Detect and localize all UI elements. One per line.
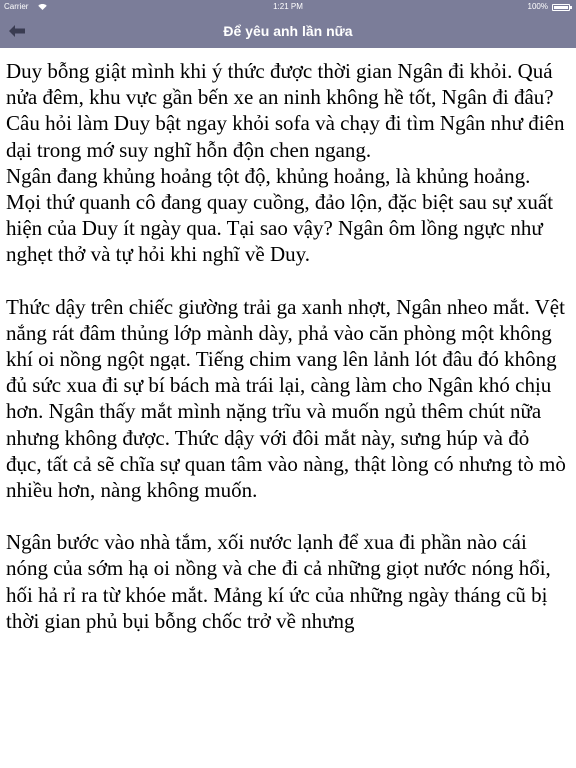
paragraph: Thức dậy trên chiếc giường trải ga xanh nhợt, Ngân nheo mắt. Vệt nắng rát đâm thủng lớp mành dày, phả vào căn phòng một không khí oi nồng ngột ngạt. Tiếng chim vang lên lảnh lót đâu đó không đủ sức xua đi sự bí bách mà trái lại, càng làm cho Ngân khó chịu hơn. Ngân thấy mắt mình nặng trĩu và muốn ngủ thêm chút nữa nhưng không được. Thức dậy với đôi mắt này, sưng húp và đỏ đục, tất cả sẽ chĩa sự quan tâm vào nàng, thật lòng có nhưng tò mò nhiều hơn, nàng không muốn. — [6, 294, 566, 503]
paragraph: Ngân đang khủng hoảng tột độ, khủng hoảng, là khủng hoảng. Mọi thứ quanh cô đang quay cuồng, đảo lộn, đặc biệt sau sự xuất hiện của Duy ít ngày qua. Tại sao vậy? Ngân ôm lồng ngực như nghẹt thở và tự hỏi khi nghĩ về Duy. — [6, 163, 554, 267]
paragraph: Ngân bước vào nhà tắm, xối nước lạnh để xua đi phần nào cái nóng của sớm hạ oi nồng và che đi cả những giọt nước nóng hổi, hối hả rỉ ra từ khóe mắt. Mảng kí ức của những ngày tháng cũ bị thời gian phủ bụi bỗng chốc trở về nhưng — [6, 530, 551, 633]
back-button[interactable] — [4, 20, 32, 42]
chapter-title: Để yêu anh lần nữa — [223, 23, 353, 39]
battery-icon — [552, 4, 570, 11]
battery-percent: 100% — [527, 2, 548, 11]
paragraph: Duy bỗng giật mình khi ý thức được thời gian Ngân đi khỏi. Quá nửa đêm, khu vực gần bến xe an ninh không hề tốt, Ngân đi đâu? Câu hỏi làm Duy bật ngay khỏi sofa và chạy đi tìm Ngân như điên dại trong mớ suy nghĩ hỗn độn chen ngang. — [6, 59, 565, 162]
status-time: 1:21 PM — [273, 2, 303, 11]
carrier-label: Carrier — [4, 2, 29, 11]
status-bar — [0, 0, 576, 14]
battery-fill — [554, 6, 568, 9]
nav-bar — [0, 14, 576, 48]
back-arrow-icon — [8, 24, 26, 38]
reader-content[interactable] — [0, 48, 576, 768]
